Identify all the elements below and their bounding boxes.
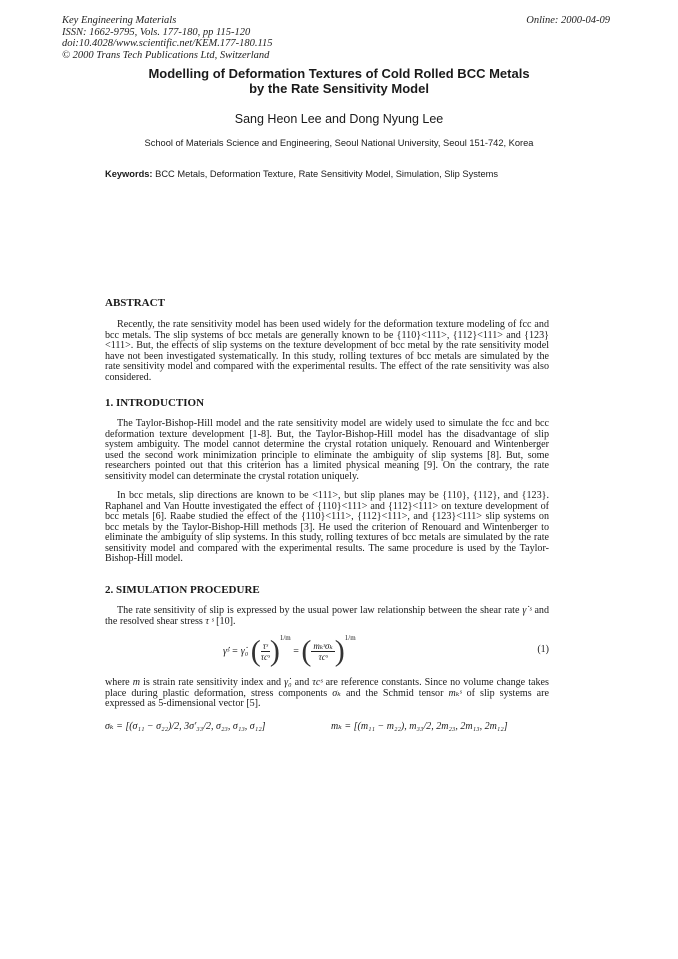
sigma-k-symbol: σₖ: [332, 687, 341, 699]
equation-1: [105, 632, 549, 672]
simulation-p2-and: and: [294, 677, 310, 688]
journal-header: [62, 15, 272, 61]
m-symbol: m: [132, 677, 141, 688]
simulation-p2: [105, 678, 549, 710]
eq1-f1-den: τcˢ: [260, 652, 270, 663]
eq1-right-paren-2: ): [334, 634, 345, 668]
introduction-p2: In bcc metals, slip directions are known to be <111>, but slip planes may be {110}, {112}, and {123}. Raphanel and Van Houtte investigated the effect of {110}<111> and {112}<111> on texture development of bcc metals [6]. Raabe studied the effect of the {110}<111>, {112}<111>, and {123}<111> slip systems on bcc metals by the Taylor-Bishop-Hill methods [3]. He used the criterion of Renouard and Wintenberger to eliminate the ambiguity of slip systems. In this study, rolling textures of bcc metals are simulated by the rate sensitivity model and compared with the experimental results. The same procedure is used by the Taylor-Bishop-Hill model.: [105, 490, 549, 564]
eq1-number: (1): [537, 644, 549, 655]
copyright-line: © 2000 Trans Tech Publications Ltd, Switzerland: [62, 49, 270, 61]
eq1-f2-den: τcˢ: [318, 652, 328, 663]
paper-title: [0, 66, 678, 96]
authors: Sang Heon Lee and Dong Nyung Lee: [234, 112, 444, 126]
abstract-heading: ABSTRACT: [105, 297, 165, 309]
eq1-fraction-1: [261, 641, 270, 662]
simulation-p2-a: where: [105, 677, 130, 688]
eq1-f2-num: mₖˢσₖ: [313, 641, 333, 652]
journal-name: Key Engineering Materials: [62, 15, 177, 26]
issn-line: ISSN: 1662-9795, Vols. 177-180, pp 115-120: [62, 26, 251, 38]
introduction-heading: 1. INTRODUCTION: [105, 397, 205, 409]
title-line-2: by the Rate Sensitivity Model: [249, 81, 429, 96]
simulation-p2-c: are reference constants. Since no volume change takes place during plastic deformation, stress components: [105, 677, 549, 699]
online-date: Online: 2000-04-09: [526, 15, 610, 26]
abstract-text: Recently, the rate sensitivity model has been used widely for the deformation texture modeling of fcc and bcc metals. The slip systems of bcc metals are generally known to be {110}<111>, {112}<111> and {123}<111>. But, the effects of slip systems on the texture development of bcc metal by the rate sensitivity model have not been investigated systematically. In this study, rolling textures of bcc metals are simulated by the rate sensitivity model and compared with the experimental results. The effect of the rate sensitivity was also considered.: [105, 319, 549, 383]
eq1-right-paren-1: ): [269, 634, 280, 668]
eq1-fraction-2: [311, 641, 334, 662]
tau-symbol: τ ˢ: [205, 615, 214, 627]
eq1-equals: =: [293, 646, 299, 657]
title-line-1: Modelling of Deformation Textures of Cold Rolled BCC Metals: [148, 66, 530, 81]
simulation-p2-b: is strain rate sensitivity index and: [143, 677, 282, 688]
simulation-p2-e: of slip systems are expressed as 5-dimensional vector [5].: [105, 687, 549, 709]
simulation-heading: 2. SIMULATION PROCEDURE: [105, 584, 260, 596]
simulation-p2-d: and the Schmid tensor: [345, 687, 444, 699]
eq1-lhs: γ̇ˢ = γ̇₀: [223, 646, 249, 657]
introduction-p1: The Taylor-Bishop-Hill model and the rate sensitivity model are widely used to simulate the fcc and bcc deformation texture development [1-8]. But, the Taylor-Bishop-Hill model has the disadvantage of slip system ambiguity. The model cannot determine the crystal rotation uniquely. Renouard and Wintenberger used the second work minimization principle to eliminate the ambiguity of slip systems [8]. But, some researchers pointed out that this criterion has a limited physical meaning [9]. On the contrary, the rate sensitivity model can determinate the crystal rotation uniquely.: [105, 418, 549, 482]
doi-line: doi:10.4028/www.scientific.net/KEM.177-180.115: [62, 38, 273, 50]
tau-c-symbol: τcˢ: [312, 677, 323, 688]
eq1-f1-num: τˢ: [262, 641, 268, 652]
keywords-label: Keywords:: [105, 169, 153, 179]
gamma-dot-symbol: γ̇ ˢ: [522, 605, 532, 616]
eq2-m: mₖ = [(m₁₁ − m₂₂), m₃₃/2, 2m₂₃, 2m₁₃, 2m₁₂]: [331, 721, 508, 732]
simulation-p1-mid: and the resolved shear stress: [105, 605, 550, 627]
simulation-p1-ref: [10].: [216, 615, 236, 627]
equation-1-body: [223, 634, 356, 667]
equation-2: [105, 721, 549, 732]
simulation-p1-a: The rate sensitivity of slip is expressed by the usual power law relationship between the shear rate: [117, 605, 520, 616]
eq2-sigma: σₖ = [(σ₁₁ − σ₂₂)/2, 3σ′₃₃/2, σ₂₃, σ₁₃, σ₁₂]: [105, 721, 266, 732]
gamma-zero-symbol: γ̇₀: [284, 677, 292, 688]
keywords: [105, 169, 498, 179]
eq1-exponent-2: 1/m: [344, 634, 356, 642]
eq1-left-paren-1: (: [250, 634, 261, 668]
eq1-exponent-1: 1/m: [279, 634, 291, 642]
eq1-left-paren-2: (: [301, 634, 312, 668]
schmid-tensor-symbol: mₖˢ: [448, 687, 462, 699]
keywords-text: BCC Metals, Deformation Texture, Rate Sensitivity Model, Simulation, Slip Systems: [155, 169, 499, 179]
affiliation: School of Materials Science and Engineering, Seoul National University, Seoul 151-742, Korea: [144, 138, 534, 148]
simulation-p1: [105, 606, 549, 627]
